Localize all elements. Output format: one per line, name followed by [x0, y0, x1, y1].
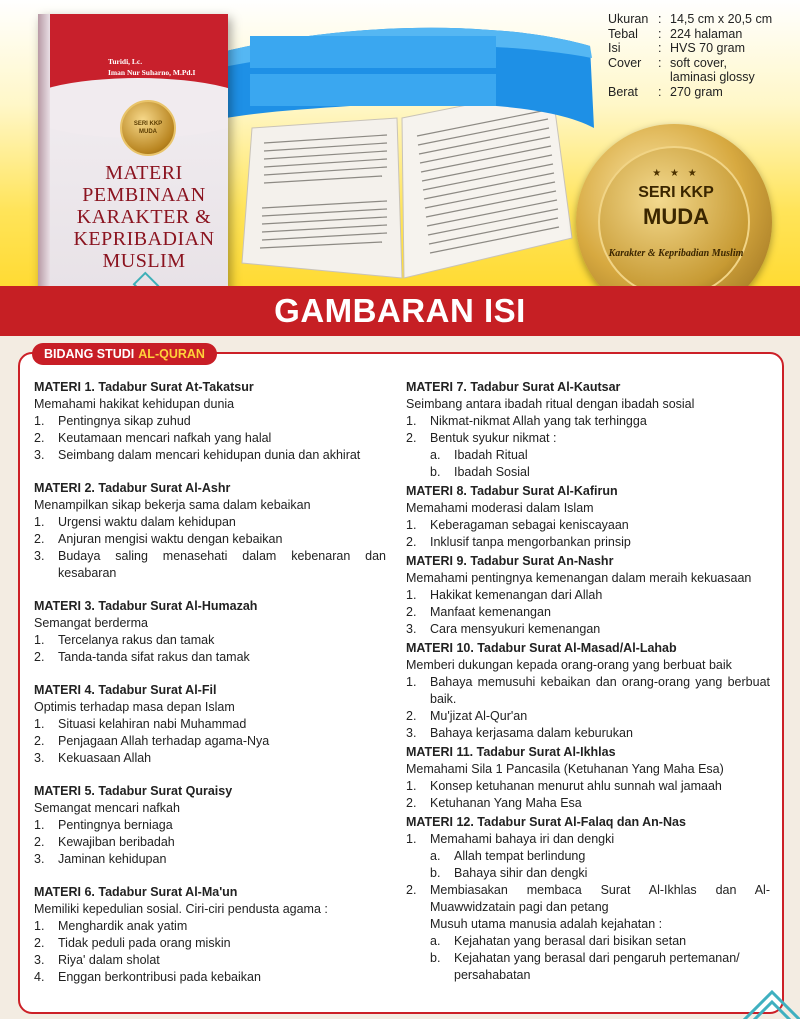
materi-title: MATERI 6. Tadabur Surat Al-Ma'un: [34, 885, 238, 899]
item-text: Ketuhanan Yang Maha Esa: [430, 796, 582, 810]
materi-item: [406, 708, 770, 725]
item-number: 3.: [34, 549, 45, 563]
materi-item: [34, 733, 386, 750]
header-area: [0, 0, 800, 300]
item-number: 1.: [406, 779, 417, 793]
cover-title-line: MATERI: [105, 162, 183, 184]
materi-item: [406, 413, 770, 430]
materi-title: MATERI 1. Tadabur Surat At-Takatsur: [34, 380, 254, 394]
item-text: Urgensi waktu dalam kehidupan: [58, 515, 236, 529]
cover-badge-mid: MUDA: [139, 129, 157, 135]
spec-colon: [658, 70, 670, 85]
materi-item: [406, 882, 770, 916]
item-number: 3.: [406, 622, 417, 636]
spec-colon: :: [658, 26, 662, 41]
block-gap: [34, 767, 386, 783]
materi-block: [406, 742, 770, 812]
cover-spine: [38, 14, 50, 300]
cover-title-line: KEPRIBADIAN: [73, 228, 215, 250]
item-number: 2.: [34, 431, 45, 445]
materi-subitem: [406, 447, 770, 464]
item-number: 3.: [34, 448, 45, 462]
materi-title: MATERI 5. Tadabur Surat Quraisy: [34, 784, 233, 798]
subitem-text: Bahaya sihir dan dengki: [454, 866, 588, 880]
item-text: Hakikat kemenangan dari Allah: [430, 588, 603, 602]
right-column: [406, 379, 770, 984]
spec-row: [608, 56, 772, 71]
materi-item: [34, 851, 386, 868]
item-text: Situasi kelahiran nabi Muhammad: [58, 717, 247, 731]
materi-item: [406, 534, 770, 551]
spec-value: 270 gram: [670, 84, 723, 99]
block-gap: [34, 868, 386, 884]
subitem-text: Ibadah Ritual: [454, 448, 528, 462]
item-number: 3.: [34, 852, 45, 866]
book-specs: [608, 12, 772, 99]
item-number: 2.: [406, 535, 417, 549]
materi-item: [34, 750, 386, 767]
materi-subtitle: Memahami moderasi dalam Islam: [406, 501, 594, 515]
materi-subitem: [406, 848, 770, 865]
materi-subitem: [406, 865, 770, 882]
cover-author-1: Turidi, Lc.: [108, 57, 143, 66]
materi-title: MATERI 7. Tadabur Surat Al-Kautsar: [406, 380, 621, 394]
spec-value: HVS 70 gram: [670, 41, 746, 55]
materi-title: MATERI 9. Tadabur Surat An-Nashr: [406, 554, 614, 568]
spec-colon: :: [658, 55, 662, 70]
item-number: 1.: [34, 515, 45, 529]
subitem-text: Kejahatan yang berasal dari pengaruh pertemanan/ persahabatan: [454, 951, 740, 982]
subitem-text: Ibadah Sosial: [454, 465, 530, 479]
materi-item: [406, 621, 770, 638]
item-number: 1.: [406, 588, 417, 602]
materi-title: MATERI 4. Tadabur Surat Al-Fil: [34, 683, 217, 697]
subitem-text: Kejahatan yang berasal dari bisikan setan: [454, 934, 687, 948]
materi-subtitle: Semangat berderma: [34, 616, 148, 630]
item-text: Kewajiban beribadah: [58, 835, 175, 849]
subitem-letter: a.: [430, 934, 441, 948]
spec-colon: :: [658, 41, 662, 55]
spec-label: Berat: [608, 84, 638, 99]
item-text: Bahaya memusuhi kebaikan dan orang-orang yang berbuat baik.: [430, 675, 770, 706]
materi-item: [406, 795, 770, 812]
item-text: Pentingnya sikap zuhud: [58, 414, 191, 428]
cover-title-line: KARAKTER &: [76, 206, 212, 228]
cover-authors: [108, 56, 218, 78]
block-gap: [34, 464, 386, 480]
materi-subtitle: Memberi dukungan kepada orang-orang yang berbuat baik: [406, 658, 732, 672]
materi-subitem: [406, 464, 770, 481]
materi-block: [406, 481, 770, 551]
blue-ribbon-banner: [190, 16, 598, 134]
item-number: 2.: [34, 835, 45, 849]
block-gap: [34, 666, 386, 682]
materi-item: [406, 778, 770, 795]
spec-label: Tebal: [608, 26, 638, 41]
materi-subtitle: Seimbang antara ibadah ritual dengan ibadah sosial: [406, 397, 695, 411]
item-text: Tanda-tanda sifat rakus dan tamak: [58, 650, 250, 664]
spec-row: [608, 12, 772, 27]
item-text: Penjagaan Allah terhadap agama-Nya: [58, 734, 270, 748]
materi-item: [34, 834, 386, 851]
cover-title: [60, 162, 228, 272]
cover-title-line: MUSLIM: [102, 250, 186, 272]
item-text: Bentuk syukur nikmat :: [430, 431, 557, 445]
materi-item: [34, 632, 386, 649]
materi-title: MATERI 12. Tadabur Surat Al-Falaq dan An-Nas: [406, 815, 686, 829]
item-text: Anjuran mengisi waktu dengan kebaikan: [58, 532, 283, 546]
materi-item: [406, 831, 770, 848]
materi-title: MATERI 3. Tadabur Surat Al-Humazah: [34, 599, 258, 613]
item-text: Cara mensyukuri kemenangan: [430, 622, 601, 636]
item-number: 1.: [34, 717, 45, 731]
spec-row: [608, 70, 772, 85]
item-number: 1.: [406, 675, 417, 689]
materi-item: [34, 935, 386, 952]
materi-item: [34, 514, 386, 531]
subitem-text: Allah tempat berlindung: [454, 849, 586, 863]
item-number: 1.: [406, 414, 417, 428]
spec-label: [608, 70, 658, 85]
spec-label: Isi: [608, 41, 621, 55]
materi-subtitle: Semangat mencari nafkah: [34, 801, 180, 815]
subitem-letter: b.: [430, 465, 441, 479]
materi-title: MATERI 11. Tadabur Surat Al-Ikhlas: [406, 745, 616, 759]
item-text: Mu'jizat Al-Qur'an: [430, 709, 528, 723]
materi-block: [406, 812, 770, 984]
cover-author-2: Iman Nur Suharno, M.Pd.I: [108, 68, 196, 77]
item-number: 3.: [406, 726, 417, 740]
item-number: 2.: [34, 532, 45, 546]
materi-subtitle: Memiliki kepedulian sosial. Ciri-ciri pendusta agama :: [34, 902, 328, 916]
spec-value: laminasi glossy: [670, 70, 755, 84]
materi-subitem: [406, 933, 770, 950]
materi-title: MATERI 8. Tadabur Surat Al-Kafirun: [406, 484, 618, 498]
materi-item: [406, 430, 770, 447]
materi-item: [34, 649, 386, 666]
item-number: 1.: [34, 633, 45, 647]
materi-subtitle: Menampilkan sikap bekerja sama dalam kebaikan: [34, 498, 311, 512]
item-text: Keutamaan mencari nafkah yang halal: [58, 431, 272, 445]
item-number: 3.: [34, 953, 45, 967]
materi-item: [406, 517, 770, 534]
materi-item: [34, 447, 386, 464]
materi-title: MATERI 2. Tadabur Surat Al-Ashr: [34, 481, 231, 495]
item-number: 2.: [34, 650, 45, 664]
book-cover: [38, 14, 228, 300]
medal-line-1: SERI KKP: [638, 184, 714, 201]
materi-item: [34, 531, 386, 548]
item-text: Keberagaman sebagai keniscayaan: [430, 518, 629, 532]
materi-block: [34, 464, 386, 582]
item-text: Pentingnya berniaga: [58, 818, 173, 832]
spec-value: 14,5 cm x 20,5 cm: [670, 12, 773, 26]
item-number: 2.: [406, 709, 417, 723]
materi-block: [406, 638, 770, 742]
item-text: Enggan berkontribusi pada kebaikan: [58, 970, 261, 984]
materi-block: [34, 767, 386, 868]
materi-block: [34, 582, 386, 666]
materi-subtitle: Optimis terhadap masa depan Islam: [34, 700, 235, 714]
item-number: 2.: [406, 431, 417, 445]
subitem-letter: b.: [430, 866, 441, 880]
medal-inner: [598, 146, 750, 298]
item-text: Membiasakan membaca Surat Al-Ikhlas dan Al-Muawwidzatain pagi dan petang: [430, 883, 770, 914]
materi-item: [34, 716, 386, 733]
block-gap: [34, 582, 386, 598]
left-column: [34, 379, 386, 986]
materi-item: [406, 587, 770, 604]
materi-subtitle: Memahami Sila 1 Pancasila (Ketuhanan Yang Maha Esa): [406, 762, 724, 776]
corner-logo-icon: [742, 990, 800, 1019]
cover-title-line: PEMBINAAN: [82, 184, 206, 206]
materi-item: [406, 725, 770, 742]
cover-badge-top: SERI KKP: [133, 121, 163, 127]
item-number: 2.: [406, 605, 417, 619]
item-text: Konsep ketuhanan menurut ahlu sunnah wal jamaah: [430, 779, 722, 793]
materi-block: [406, 379, 770, 481]
item-number: 2.: [406, 883, 417, 897]
materi-item: [34, 430, 386, 447]
item-number: 2.: [406, 796, 417, 810]
item-note: Musuh utama manusia adalah kejahatan :: [430, 917, 663, 931]
item-number: 1.: [406, 518, 417, 532]
section-title: GAMBARAN ISI: [274, 292, 526, 329]
materi-item: [34, 952, 386, 969]
medal-line-2: MUDA: [643, 204, 709, 229]
item-text: Seimbang dalam mencari kehidupan dunia dan akhirat: [58, 448, 361, 462]
materi-item: [406, 604, 770, 621]
medal-stars-icon: ★ ★ ★: [652, 168, 700, 179]
item-text: Tercelanya rakus dan tamak: [58, 633, 215, 647]
item-text: Bahaya kerjasama dalam keburukan: [430, 726, 633, 740]
spec-row: [608, 27, 772, 42]
materi-item: [406, 674, 770, 708]
item-number: 3.: [34, 751, 45, 765]
item-text: Tidak peduli pada orang miskin: [58, 936, 231, 950]
materi-subtitle: Memahami pentingnya kemenangan dalam meraih kekuasaan: [406, 571, 752, 585]
materi-item: [34, 817, 386, 834]
subitem-letter: a.: [430, 448, 441, 462]
materi-block: [406, 551, 770, 638]
item-number: 1.: [406, 832, 417, 846]
spec-value: 224 halaman: [670, 26, 743, 41]
item-text: Memahami bahaya iri dan dengki: [430, 832, 615, 846]
subitem-letter: b.: [430, 951, 441, 965]
field-label: [32, 343, 217, 365]
materi-subtitle: Memahami hakikat kehidupan dunia: [34, 397, 235, 411]
materi-title: MATERI 10. Tadabur Surat Al-Masad/Al-Lahab: [406, 641, 677, 655]
item-text: Jaminan kehidupan: [58, 852, 167, 866]
materi-subitem: [406, 950, 770, 984]
spec-colon: :: [658, 12, 662, 26]
materi-item: [34, 969, 386, 986]
materi-block: [34, 379, 386, 464]
item-text: Nikmat-nikmat Allah yang tak terhingga: [430, 414, 647, 428]
spec-label: Cover: [608, 55, 642, 70]
cover-badge: [120, 100, 176, 156]
spec-row: [608, 85, 772, 100]
materi-block: [34, 868, 386, 986]
item-text: Menghardik anak yatim: [58, 919, 188, 933]
item-text: Manfaat kemenangan: [430, 605, 551, 619]
item-text: Budaya saling menasehati dalam kebenaran dan kesabaran: [58, 549, 386, 580]
item-number: 1.: [34, 818, 45, 832]
field-name: AL-QURAN: [138, 347, 205, 361]
item-number: 2.: [34, 936, 45, 950]
item-text: Inklusif tanpa mengorbankan prinsip: [430, 535, 631, 549]
medal-line-3: Karakter & Kepribadian Muslim: [608, 248, 744, 259]
materi-item: [34, 548, 386, 582]
item-number: 2.: [34, 734, 45, 748]
item-text: Kekuasaan Allah: [58, 751, 152, 765]
spec-value: soft cover,: [670, 55, 727, 70]
item-number: 4.: [34, 970, 45, 984]
spec-row: [608, 41, 772, 56]
item-text: Riya' dalam sholat: [58, 953, 160, 967]
field-prefix: BIDANG STUDI: [44, 347, 135, 361]
item-number: 1.: [34, 414, 45, 428]
spec-colon: :: [658, 84, 662, 99]
materi-item: [34, 413, 386, 430]
materi-item: [34, 918, 386, 935]
spec-label: Ukuran: [608, 12, 649, 26]
materi-block: [34, 666, 386, 767]
subitem-letter: a.: [430, 849, 441, 863]
item-number: 1.: [34, 919, 45, 933]
